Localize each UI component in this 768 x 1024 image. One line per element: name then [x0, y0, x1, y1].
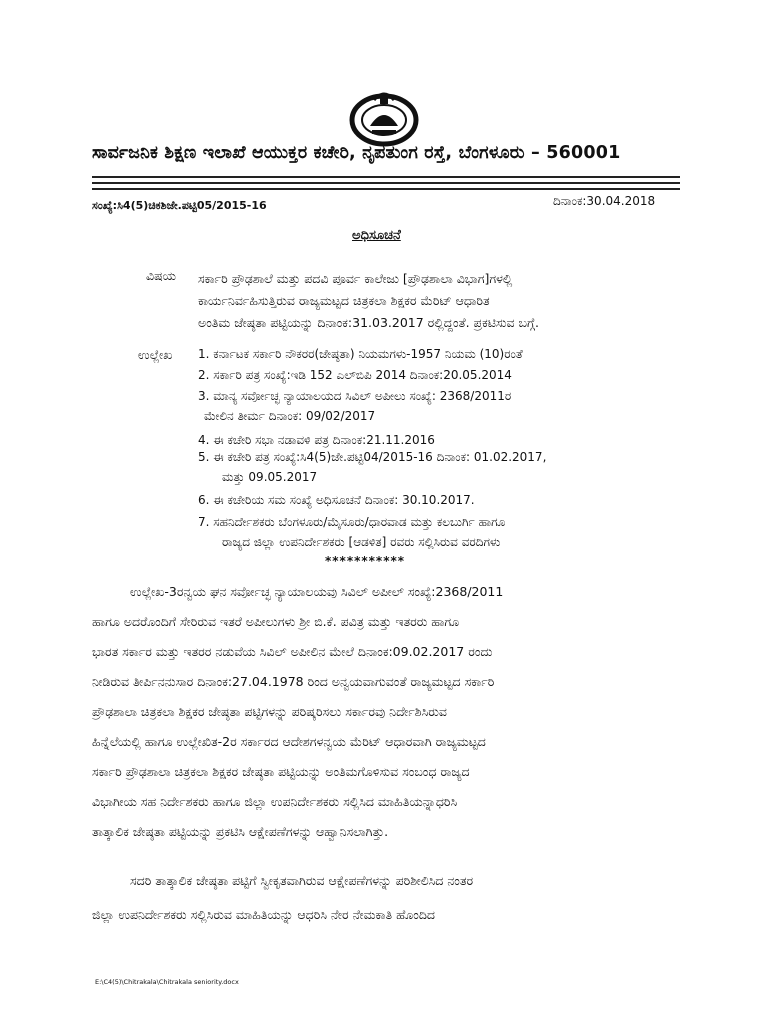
body-paragraph-2 [92, 866, 682, 930]
paragraph-line: ಸರ್ಕಾರಿ ಪ್ರೌಢಶಾಲಾ ಚಿತ್ರಕಲಾ ಶಿಕ್ಷಕರ ಜೇಷ್ಠತಾ ಪಟ್ಟಿಯನ್ನು ಅಂತಿಮಗೊಳಿಸುವ ಸಂಬಂಧ ರಾಜ್ಯದ [92, 764, 470, 779]
reference-item: 3. ಮಾನ್ಯ ಸರ್ವೋಚ್ಛ ನ್ಯಾಯಾಲಯದ ಸಿವಿಲ್ ಅಪೀಲು ಸಂಖ್ಯೆ: 2368/2011ರ [198, 389, 512, 403]
reference-item: 6. ಈ ಕಚೇರಿಯ ಸಮ ಸಂಖ್ಯೆ ಅಧಿಸೂಚನೆ ದಿನಾಂಕ: 30.10.2017. [198, 493, 475, 507]
subject-label: ವಿಷಯ [146, 268, 176, 283]
reference-item: ಮತ್ತು 09.05.2017 [222, 470, 318, 484]
office-title: ಸಾರ್ವಜನಿಕ ಶಿಕ್ಷಣ ಇಲಾಖೆ ಆಯುಕ್ತರ ಕಚೇರಿ, ನೃಪತುಂಗ ರಸ್ತೆ, ಬೆಂಗಳೂರು – 560001 [92, 143, 621, 163]
separator-stars: *********** [325, 554, 406, 568]
paragraph-line: ಉಲ್ಲೇಖ-3ರನ್ವಯ ಘನ ಸರ್ವೋಚ್ಛ ನ್ಯಾಯಾಲಯವು ಸಿವಿಲ್ ಅಪೀಲ್ ಸಂಖ್ಯೆ:2368/2011 [130, 584, 504, 599]
reference-item: 5. ಈ ಕಚೇರಿ ಪತ್ರ ಸಂಖ್ಯೆ:ಸಿ4(5)ಜೇ.ಪಟ್ಟಿ04/2015-16 ದಿನಾಂಕ: 01.02.2017, [198, 450, 547, 464]
paragraph-line: ಹಾಗೂ ಅದರೊಂದಿಗೆ ಸೇರಿರುವ ಇತರೆ ಅಪೀಲುಗಳು ಶ್ರೀ ಬಿ.ಕೆ. ಪವಿತ್ರ ಮತ್ತು ಇತರರು ಹಾಗೂ [92, 614, 460, 629]
body-paragraph-1 [92, 577, 682, 847]
header-rule-middle [92, 182, 680, 184]
document-date: ದಿನಾಂಕ:30.04.2018 [553, 194, 656, 208]
paragraph-line: ಭಾರತ ಸರ್ಕಾರ ಮತ್ತು ಇತರರ ನಡುವೆಯ ಸಿವಿಲ್ ಅಪೀಲಿನ ಮೇಲೆ ದಿನಾಂಕ:09.02.2017 ರಂದು [92, 644, 493, 659]
subject-line: ಅಂತಿಮ ಜೇಷ್ಠತಾ ಪಟ್ಟಿಯನ್ನು ದಿನಾಂಕ:31.03.2017 ರಲ್ಲಿದ್ದಂತೆ. ಪ್ರಕಟಿಸುವ ಬಗ್ಗೆ. [198, 315, 539, 330]
reference-item: 1. ಕರ್ನಾಟಕ ಸರ್ಕಾರಿ ನೌಕರರ(ಜೇಷ್ಠತಾ) ನಿಯಮಗಳು-1957 ನಿಯಮ (10)ರಂತೆ [198, 347, 523, 361]
reference-item: ಮೇಲಿನ ತೀರ್ಮ ದಿನಾಂಕ: 09/02/2017 [204, 409, 376, 423]
header-rule-bottom [92, 188, 680, 190]
karnataka-emblem-icon [344, 86, 424, 148]
footer-file-path: E:\C4(5)\Chitrakala\Chitrakala seniority.docx [95, 978, 239, 986]
reference-number: ಸಂಖ್ಯೆ:ಸಿ4(5)ಚಿಕಶಿಜೇ.ಪಟ್ಟಿ05/2015-16 [92, 199, 267, 212]
reference-item: 7. ಸಹನಿರ್ದೇಶಕರು ಬೆಂಗಳೂರು/ಮೈಸೂರು/ಧಾರವಾಡ ಮತ್ತು ಕಲಬುರ್ಗಿ ಹಾಗೂ [198, 515, 506, 529]
paragraph-line: ತಾತ್ಕಾಲಿಕ ಜೇಷ್ಠತಾ ಪಟ್ಟಿಯನ್ನು ಪ್ರಕಟಿಸಿ ಆಕ್ಷೇಪಣೆಗಳನ್ನು ಆಹ್ವಾನಿಸಲಾಗಿತ್ತು. [92, 824, 389, 839]
paragraph-line: ವಿಭಾಗೀಯ ಸಹ ನಿರ್ದೇಶಕರು ಹಾಗೂ ಜಿಲ್ಲಾ ಉಪನಿರ್ದೇಶಕರು ಸಲ್ಲಿಸಿದ ಮಾಹಿತಿಯನ್ನಾಧರಿಸಿ [92, 794, 458, 809]
subject-line: ಸರ್ಕಾರಿ ಪ್ರೌಢಶಾಲೆ ಮತ್ತು ಪದವಿ ಪೂರ್ವ ಕಾಲೇಜು [ಪ್ರೌಢಶಾಲಾ ವಿಭಾಗ]ಗಳಲ್ಲಿ [198, 271, 513, 286]
paragraph-line: ಜಿಲ್ಲಾ ಉಪನಿರ್ದೇಶಕರು ಸಲ್ಲಿಸಿರುವ ಮಾಹಿತಿಯನ್ನು ಆಧರಿಸಿ ನೇರ ನೇಮಕಾತಿ ಹೊಂದಿದ [92, 907, 435, 922]
paragraph-line: ಹಿನ್ನೆಲೆಯಲ್ಲಿ ಹಾಗೂ ಉಲ್ಲೇಖಿತ-2ರ ಸರ್ಕಾರದ ಆದೇಶಗಳನ್ವಯ ಮೆರಿಟ್ ಆಧಾರವಾಗಿ ರಾಜ್ಯಮಟ್ಟದ [92, 734, 486, 749]
references-label: ಉಲ್ಲೇಖ [138, 347, 173, 362]
subject-line: ಕಾರ್ಯನಿರ್ವಹಿಸುತ್ತಿರುವ ರಾಜ್ಯಮಟ್ಟದ ಚಿತ್ರಕಲಾ ಶಿಕ್ಷಕರ ಮೆರಿಟ್ ಆಧಾರಿತ [198, 293, 490, 308]
paragraph-line: ಪ್ರೌಢಶಾಲಾ ಚಿತ್ರಕಲಾ ಶಿಕ್ಷಕರ ಜೇಷ್ಠತಾ ಪಟ್ಟಿಗಳನ್ನು ಪರಿಷ್ಕರಿಸಲು ಸರ್ಕಾರವು ನಿರ್ದೇಶಿಸಿರುವ [92, 704, 447, 719]
reference-item: ರಾಜ್ಯದ ಜಿಲ್ಲಾ ಉಪನಿರ್ದೇಶಕರು [ಆಡಳಿತ] ರವರು ಸಲ್ಲಿಸಿರುವ ವರದಿಗಳು [222, 535, 501, 549]
reference-item: 2. ಸರ್ಕಾರಿ ಪತ್ರ ಸಂಖ್ಯೆ:ಇಡಿ 152 ಎಲ್‌ಬಿಪಿ 2014 ದಿನಾಂಕ:20.05.2014 [198, 368, 512, 382]
reference-item: 4. ಈ ಕಚೇರಿ ಸಭಾ ನಡಾವಳಿ ಪತ್ರ ದಿನಾಂಕ:21.11.2016 [198, 433, 435, 447]
paragraph-line: ನೀಡಿರುವ ತೀರ್ಪಿನನುಸಾರ ದಿನಾಂಕ:27.04.1978 ರಿಂದ ಅನ್ವಯವಾಗುವಂತೆ ರಾಜ್ಯಮಟ್ಟದ ಸರ್ಕಾರಿ [92, 674, 495, 689]
header-rule-top [92, 176, 680, 178]
notification-title: ಅಧಿಸೂಚನೆ [352, 228, 401, 243]
paragraph-line: ಸದರಿ ತಾತ್ಕಾಲಿಕ ಜೇಷ್ಠತಾ ಪಟ್ಟಿಗೆ ಸ್ವೀಕೃತವಾಗಿರುವ ಆಕ್ಷೇಪಣೆಗಳನ್ನು ಪರಿಶೀಲಿಸಿದ ನಂತರ [130, 873, 474, 888]
subject-body [198, 268, 680, 334]
